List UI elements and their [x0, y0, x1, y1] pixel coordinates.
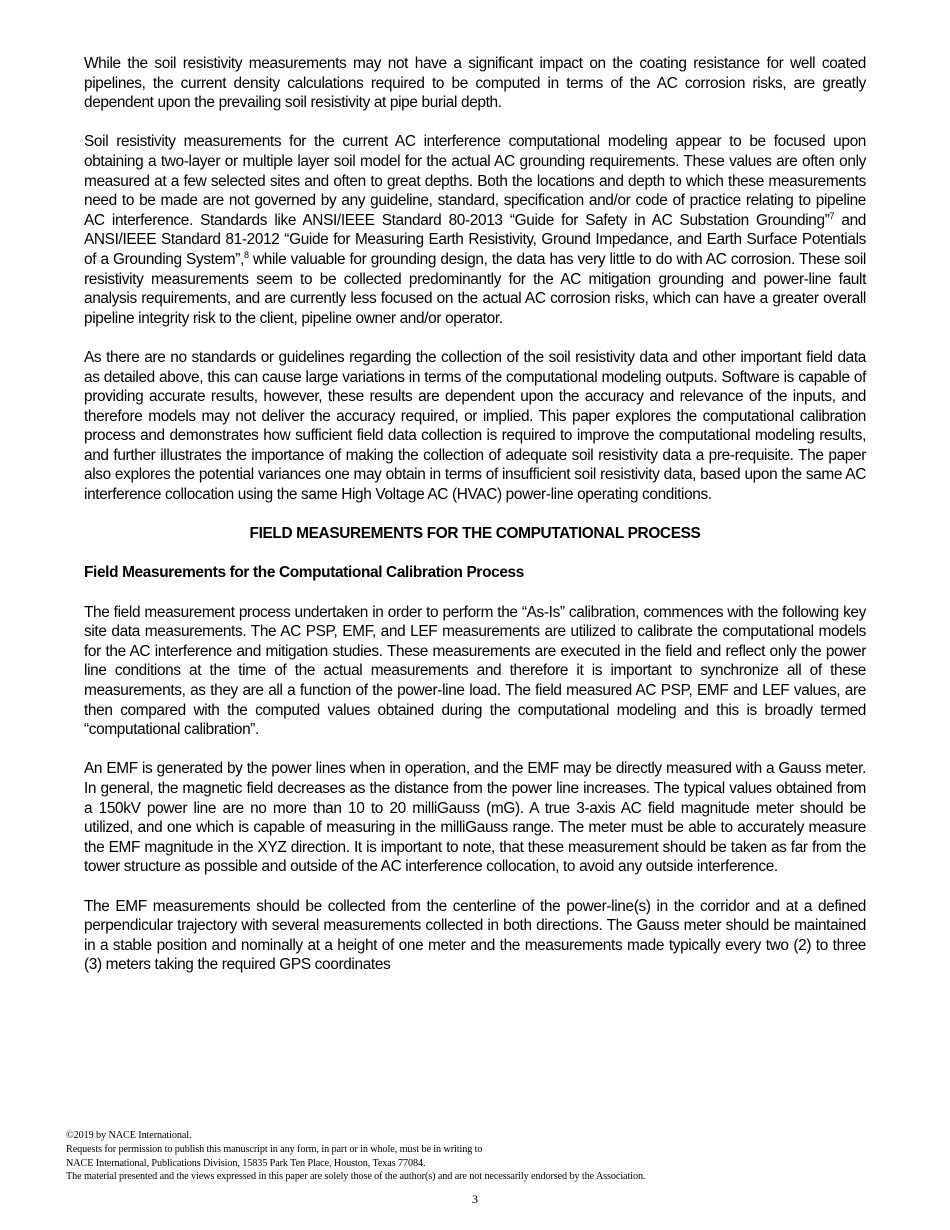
paragraph-field-measurement-process: The field measurement process undertaken in order to perform the “As-Is” calibration, commences with the following key site data measurements. The AC PSP, EMF, and LEF measurements are utilized to calibrate the computational models for the AC interference and mitigation studies. These measurements are executed in the field and reflect only the power line conditions at the time of the actual measurements and therefore it is important to synchronize all of these measurements, as they are all a function of the power-line load. The field measured AC PSP, EMF and LEF values, are then compared with the computed values obtained during the computational modeling and this is broadly termed “computational calibration”.: [84, 603, 866, 739]
section-heading: FIELD MEASUREMENTS FOR THE COMPUTATIONAL PROCESS: [249, 525, 701, 543]
paragraph-emf-generation: An EMF is generated by the power lines when in operation, and the EMF may be directly measured with a Gauss meter. In general, the magnetic field decreases as the distance from the power line increases. The typical values obtained from a 150kV power line are no more than 10 to 20 milliGauss (mG). A true 3-axis AC field magnitude meter should be utilized, and one which is capable of measuring in the milliGauss range. The meter must be able to accurately measure the EMF magnitude in the XYZ direction. It is important to note, that these measurement should be taken as far from the tower structure as possible and outside of the AC interference collocation, to avoid any outside interference.: [84, 760, 866, 876]
paragraph-text: while valuable for grounding design, the data has very little to do with AC corrosion. These soil resistivity measurements seem to be collected predominantly for the AC mitigation grounding and power-line fault analysis requirements, and are currently less focused on the actual AC corrosion risks, which can have a greater overall pipeline integrity risk to the client, pipeline owner and/or operator.: [84, 250, 866, 327]
page-footer: [66, 1129, 886, 1184]
paragraph-soil-resistivity-modeling: [84, 132, 866, 328]
sub-heading: Field Measurements for the Computational Calibration Process: [84, 564, 524, 582]
footer-disclaimer: The material presented and the views expressed in this paper are solely those of the author(s) and are not necessarily endorsed by the Association.: [66, 1171, 646, 1183]
paragraph-text: and ANSI/IEEE Standard 81-2012 “Guide for Measuring Earth Resistivity, Ground Impedance, and Earth Surface Potentials of a Grounding System”,: [84, 211, 866, 268]
footer-address: NACE International, Publications Division, 15835 Park Ten Place, Houston, Texas 77084.: [66, 1157, 426, 1169]
page-number: 3: [472, 1192, 478, 1206]
page-body: [84, 54, 866, 995]
paragraph-soil-resistivity-impact: While the soil resistivity measurements may not have a significant impact on the coating resistance for well coated pipelines, the current density calculations required to be computed in terms of the AC corrosion risks, are greatly dependent upon the prevailing soil resistivity at pipe burial depth.: [84, 55, 866, 112]
reference-superscript: 7: [829, 210, 835, 221]
reference-superscript: 8: [243, 249, 249, 260]
paragraph-no-standards: As there are no standards or guidelines regarding the collection of the soil resistivity data and other important field data as detailed above, this can cause large variations in terms of the computational modeling outputs. Software is capable of providing accurate results, however, these results are dependent upon the accuracy and relevance of the inputs, and therefore models may not deliver the accuracy required, or implied. This paper explores the computational calibration process and demonstrates how sufficient field data collection is required to improve the computational modeling results, and further illustrates the importance of making the collection of adequate soil resistivity data a pre-requisite. The paper also explores the potential variances one may obtain in terms of insufficient soil resistivity data, based upon the same AC interference collocation using the same High Voltage AC (HVAC) power-line operating conditions.: [84, 348, 866, 504]
paragraph-emf-measurements: The EMF measurements should be collected from the centerline of the power-line(s) in the corridor and at a defined perpendicular trajectory with several measurements collected in both directions. The Gauss meter should be maintained in a stable position and nominally at a height of one meter and the measurements made typically every two (2) to three (3) meters taking the required GPS coordinates: [84, 897, 866, 974]
paragraph-text: Soil resistivity measurements for the current AC interference computational modeling appear to be focused upon obtaining a two-layer or multiple layer soil model for the actual AC grounding requirements. These values are often only measured at a few selected sites and often to great depths. Both the locations and depth to which these measurements need to be made are not governed by any guideline, standard, specification and/or code of practice relating to pipeline AC interference. Standards like ANSI/IEEE Standard 80-2013 “Guide for Safety in AC Substation Grounding”: [84, 133, 866, 229]
footer-permission: Requests for permission to publish this manuscript in any form, in part or in whole, must be in writing to: [66, 1143, 483, 1155]
footer-copyright: ©2019 by NACE International.: [66, 1130, 192, 1141]
